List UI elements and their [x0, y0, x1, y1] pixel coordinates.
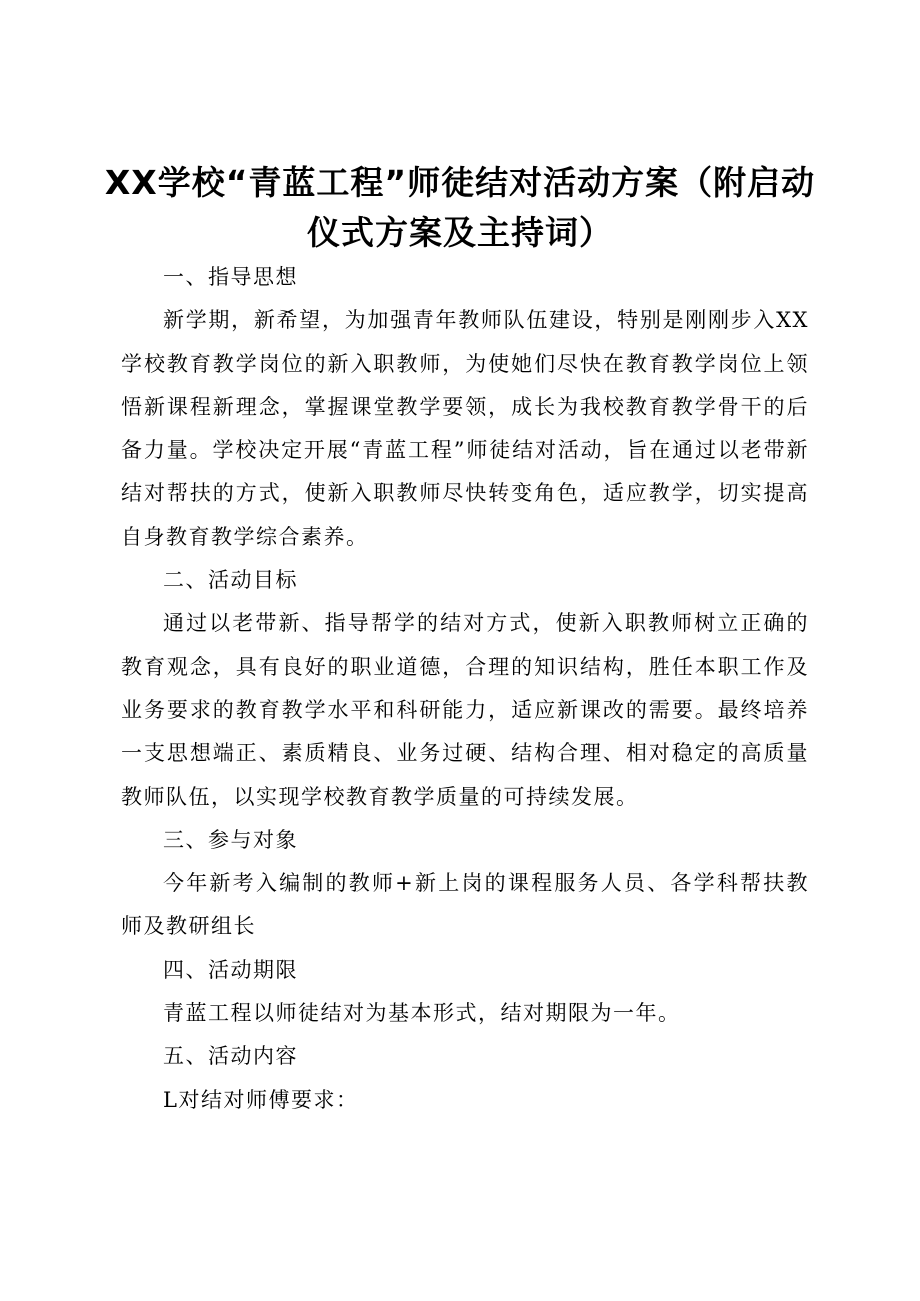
paragraph-activity-period: 青蓝工程以师徒结对为基本形式，结对期限为一年。 — [163, 1001, 681, 1026]
heading-activity-goals: 二、活动目标 — [163, 568, 298, 593]
list-item-mentor-requirements: L对结对师傅要求： — [163, 1087, 359, 1112]
document-title: XX学校“青蓝工程”师徒结对活动方案（附启动仪式方案及主持词） — [104, 163, 816, 252]
paragraph-guiding-ideology: 新学期，新希望，为加强青年教师队伍建设，特别是刚刚步入XX学校教育教学岗位的新入职教师，为使她们尽快在教育教学岗位上领悟新课程新理念，掌握课堂教学要领，成长为我校教育教学骨干的后备力量。学校决定开展“青蓝工程”师徒结对活动，旨在通过以老带新结对帮扶的方式，使新入职教师尽快转变角色，适应教学，切实提高自身教育教学综合素养。 — [121, 308, 809, 549]
heading-participants: 三、参与对象 — [163, 827, 298, 852]
document-body — [121, 256, 809, 1122]
paragraph-participants: 今年新考入编制的教师+新上岗的课程服务人员、各学科帮扶教师及教研组长 — [121, 871, 809, 939]
paragraph-activity-goals: 通过以老带新、指导帮学的结对方式，使新入职教师树立正确的教育观念，具有良好的职业道德，合理的知识结构，胜任本职工作及业务要求的教育教学水平和科研能力，适应新课改的需要。最终培养一支思想端正、素质精良、业务过硬、结构合理、相对稳定的高质量教师队伍，以实现学校教育教学质量的可持续发展。 — [121, 611, 809, 809]
heading-activity-period: 四、活动期限 — [163, 957, 298, 982]
heading-guiding-ideology: 一、指导思想 — [163, 265, 298, 289]
heading-activity-content: 五、活动内容 — [163, 1044, 298, 1069]
